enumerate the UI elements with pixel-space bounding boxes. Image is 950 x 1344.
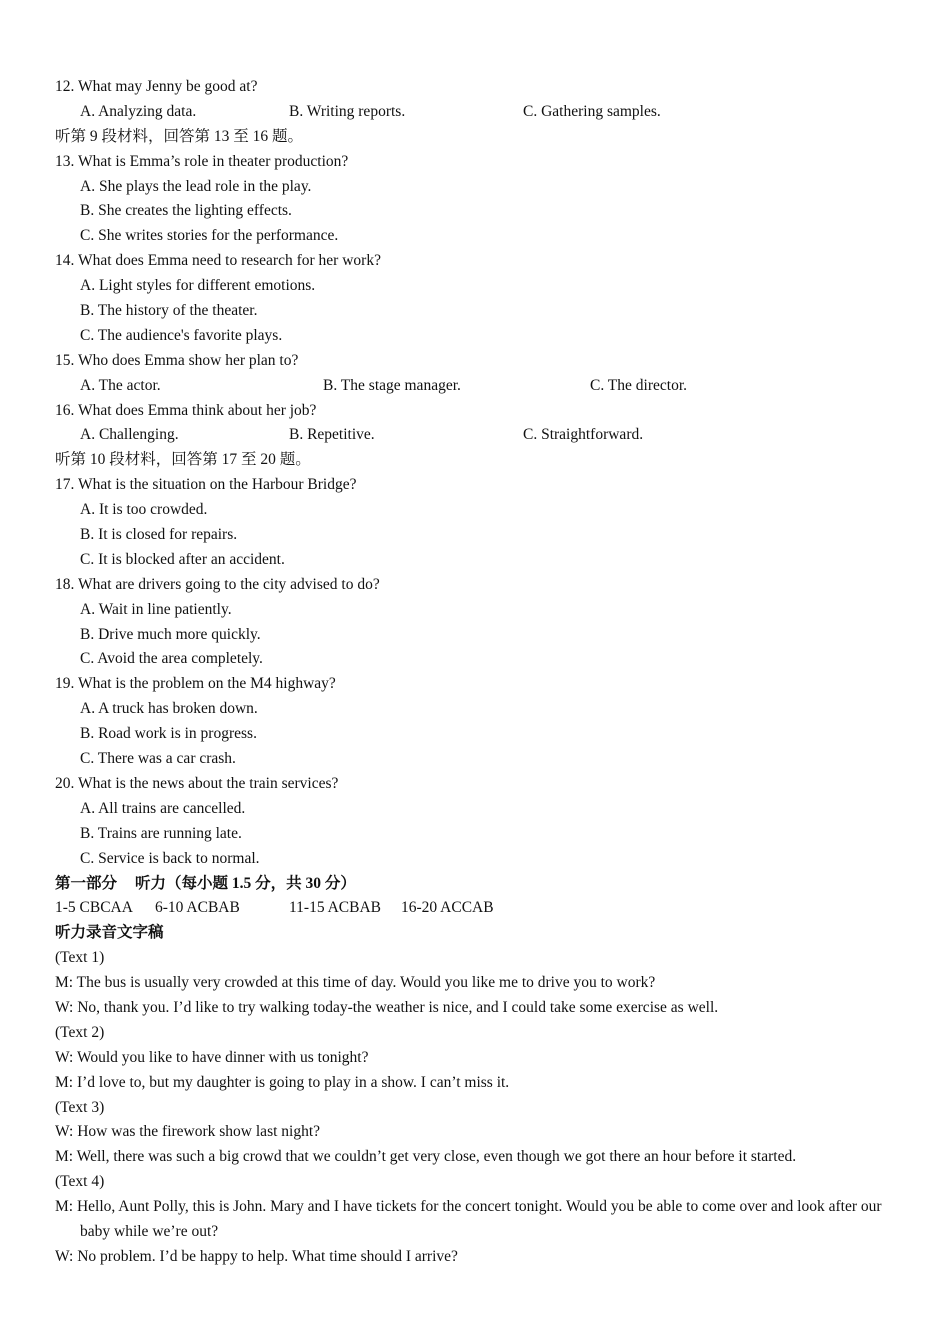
answer-group: 6-10 ACBAB	[155, 899, 240, 917]
option-a: A. A truck has broken down.	[80, 700, 258, 718]
option-b: B. Trains are running late.	[80, 824, 242, 842]
section-9-instruction: 听第 9 段材料，回答第 13 至 16 题。	[55, 127, 304, 145]
transcript-line: W: No, thank you. I’d like to try walking today-the weather is nice, and I could take some exercise as well.	[55, 998, 719, 1016]
transcript-line: (Text 1)	[55, 949, 105, 967]
transcript-line: (Text 2)	[55, 1023, 105, 1041]
option-c: C. She writes stories for the performance.	[80, 227, 339, 245]
answer-group: 11-15 ACBAB	[289, 899, 382, 917]
answer-heading-part: 第一部分	[55, 874, 118, 892]
transcript-heading: 听力录音文字稿	[55, 924, 164, 942]
question-20: 20. What is the news about the train services?	[55, 774, 339, 792]
transcript-line: M: The bus is usually very crowded at this time of day. Would you like me to drive you to work?	[55, 974, 656, 992]
transcript-line: W: No problem. I’d be happy to help. What time should I arrive?	[55, 1247, 458, 1265]
transcript-line: M: I’d love to, but my daughter is going to play in a show. I can’t miss it.	[55, 1073, 510, 1091]
option-c: C. There was a car crash.	[80, 750, 236, 768]
option-c: C. Service is back to normal.	[80, 849, 260, 867]
transcript-line: W: How was the firework show last night?	[55, 1123, 321, 1141]
answer-group: 1-5 CBCAA	[55, 899, 133, 917]
option-c: C. Avoid the area completely.	[80, 650, 263, 668]
answer-key	[55, 896, 915, 921]
option-a: A. Analyzing data.	[80, 102, 197, 120]
option-b: B. Drive much more quickly.	[80, 625, 261, 643]
option-c: C. The director.	[590, 376, 687, 394]
option-c: C. Gathering samples.	[523, 102, 661, 120]
transcript-line: W: Would you like to have dinner with us tonight?	[55, 1048, 369, 1066]
transcript-line: M: Hello, Aunt Polly, this is John. Mary and I have tickets for the concert tonight. Would you be able to come over and look after our baby while we’re out?	[55, 1198, 882, 1240]
option-a: A. The actor.	[80, 376, 161, 394]
option-b: B. Writing reports.	[289, 102, 406, 120]
document-page	[55, 75, 915, 1270]
option-a: A. Light styles for different emotions.	[80, 277, 316, 295]
option-b: B. She creates the lighting effects.	[80, 202, 292, 220]
question-17: 17. What is the situation on the Harbour Bridge?	[55, 476, 357, 494]
question-19: 19. What is the problem on the M4 highway?	[55, 675, 336, 693]
option-c: C. Straightforward.	[523, 426, 644, 444]
option-c: C. It is blocked after an accident.	[80, 550, 285, 568]
option-a: A. Wait in line patiently.	[80, 600, 232, 618]
question-13: 13. What is Emma’s role in theater production?	[55, 152, 349, 170]
transcript-line: (Text 4)	[55, 1173, 105, 1191]
answer-group: 16-20 ACCAB	[401, 899, 494, 917]
section-10-instruction: 听第 10 段材料，回答第 17 至 20 题。	[55, 451, 311, 469]
option-b: B. Road work is in progress.	[80, 725, 257, 743]
option-b: B. The stage manager.	[323, 376, 461, 394]
question-14: 14. What does Emma need to research for her work?	[55, 252, 381, 270]
option-b: B. The history of the theater.	[80, 302, 258, 320]
option-a: A. All trains are cancelled.	[80, 799, 246, 817]
question-15: 15. Who does Emma show her plan to?	[55, 351, 299, 369]
question-15-options	[55, 374, 915, 399]
transcript-line: (Text 3)	[55, 1098, 105, 1116]
question-16: 16. What does Emma think about her job?	[55, 401, 317, 419]
answer-heading-title: 听力（每小题 1.5 分，共 30 分）	[135, 874, 356, 892]
option-a: A. It is too crowded.	[80, 501, 208, 519]
option-a: A. Challenging.	[80, 426, 179, 444]
question-12-options	[55, 100, 915, 125]
transcript-line: M: Well, there was such a big crowd that we couldn’t get very close, even though we got there an hour before it started.	[55, 1148, 797, 1166]
question-16-options	[55, 423, 915, 448]
option-b: B. It is closed for repairs.	[80, 526, 238, 544]
answer-heading	[55, 872, 915, 897]
option-b: B. Repetitive.	[289, 426, 375, 444]
question-12: 12. What may Jenny be good at?	[55, 78, 258, 95]
option-c: C. The audience's favorite plays.	[80, 326, 283, 344]
question-18: 18. What are drivers going to the city advised to do?	[55, 575, 380, 593]
option-a: A. She plays the lead role in the play.	[80, 177, 312, 195]
